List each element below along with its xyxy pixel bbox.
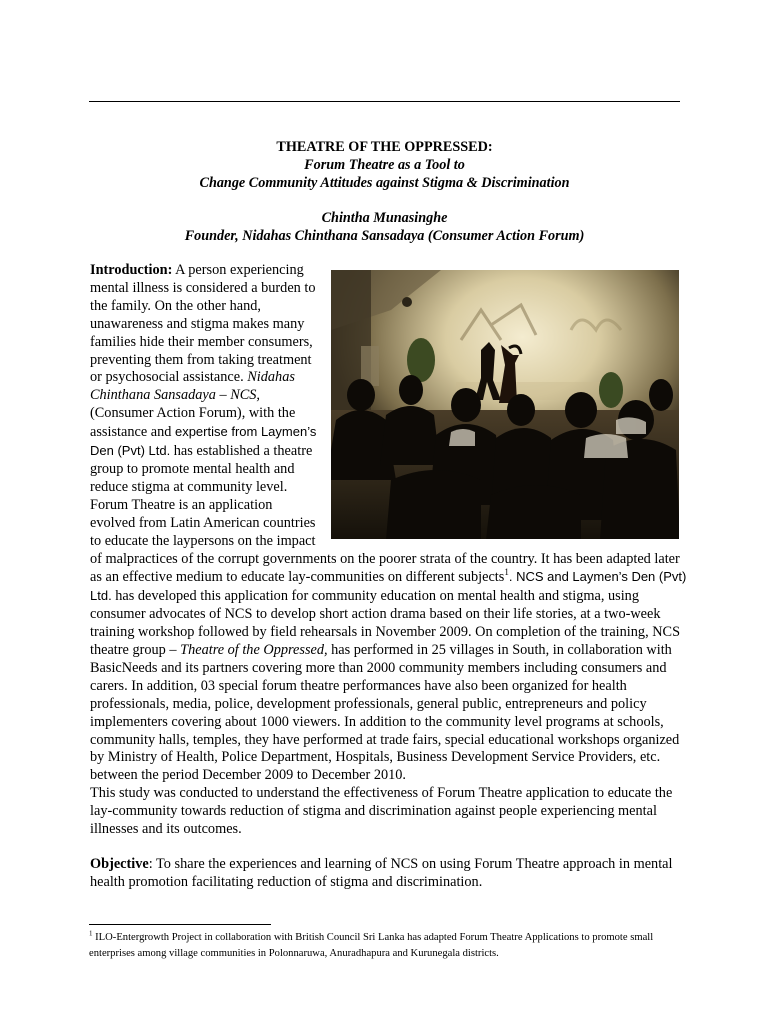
body-text <box>90 262 690 892</box>
intro-ncs-name: Nidahas Chinthana Sansadaya – NCS, <box>90 369 295 404</box>
author-affiliation: Founder, Nidahas Chinthana Sansadaya (Consumer Action Forum) <box>184 228 585 244</box>
title-line-2: Forum Theatre as a Tool to <box>304 157 465 173</box>
intro-text-5: has performed in 25 villages in South, in collaboration with BasicNeeds and its partners covering more than 2000 community members including consumers and carers. In addition, 03 special forum theatre performances have also been organized for health professionals, media, police, development professionals, general public, entrepreneurs and policy implementers covering about 1000 viewers. In addition to the community level programs at schools, community halls, temples, they have performed at trade fairs, special educational workshops organized by Ministry of Health, Police Department, Hospitals, Business Development Service Providers, etc. between the period December 2009 to December 2010. <box>90 642 680 784</box>
footnote <box>89 930 689 962</box>
study-paragraph: This study was conducted to understand the effectiveness of Forum Theatre application to educate the lay-community towards reduction of stigma and discrimination against people experiencing mental illnesses and its outcomes. <box>90 785 673 838</box>
header-rule <box>89 101 680 102</box>
theatre-performance-photo <box>331 270 679 539</box>
objective-label: Objective <box>90 856 149 872</box>
objective-paragraph <box>90 856 690 892</box>
objective-text: : To share the experiences and learning of NCS on using Forum Theatre approach in mental health promotion facilitating reduction of stigma and discrimination. <box>90 856 673 890</box>
intro-laymens-den-2: . NCS and Laymen’s Den (Pvt) Ltd. <box>90 569 687 604</box>
footnote-reference: 1 <box>504 567 509 578</box>
introduction-label: Introduction: <box>90 262 173 278</box>
footnote-rule <box>89 924 271 925</box>
title-line-1: THEATRE OF THE OPPRESSED: <box>276 139 493 155</box>
footnote-mark: 1 <box>89 929 93 938</box>
title-line-3: Change Community Attitudes against Stigma & Discrimination <box>199 175 570 191</box>
intro-group-name: Theatre of the Oppressed, <box>180 642 328 659</box>
intro-laymens-den: expertise from Laymen’s Den (Pvt) Ltd. <box>90 424 317 459</box>
footnote-text: ILO-Entergrowth Project in collaboration with British Council Sri Lanka has adapted Forum Theatre Applications to promote small enterprises among village communities in Polonnaruwa, Anuradhapura and Kurunegala districts. <box>89 932 654 959</box>
intro-text-3: has established a theatre group to promote mental health and reduce stigma at community level. Forum Theatre is an application evolved from Latin American countries to educate the laypersons on the impact of malpractices of the corrupt governments on the poorer strata of the country. It has been adapted later as an effective medium to educate lay-communities on different subjects <box>90 443 680 586</box>
intro-text-2: (Consumer Action Forum), with the assistance and <box>90 405 296 441</box>
author-name: Chintha Munasinghe <box>321 210 448 226</box>
intro-text-1: A person experiencing mental illness is considered a burden to the family. On the other hand, unawareness and stigma makes many families hide their member consumers, preventing them from taking treatment or psychosocial assistance. <box>90 262 316 386</box>
intro-text-4: has developed this application for community education on mental health and stigma, using consumer advocates of NCS to develop short action drama based on their life stories, at a two-week training workshop followed by field rehearsals in November 2009. On completion of the training, NCS theatre group – <box>90 588 681 659</box>
title-block <box>89 138 680 192</box>
author-block <box>89 209 680 245</box>
